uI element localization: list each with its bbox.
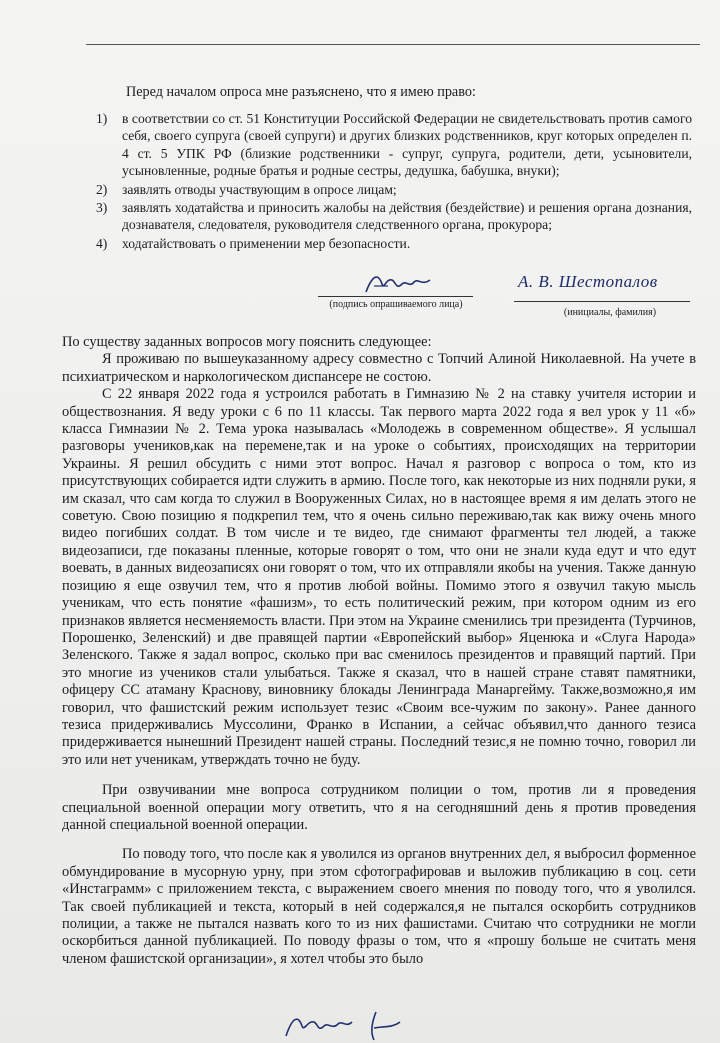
statement-body — [62, 334, 696, 968]
statement-lead: По существу заданных вопросов могу пояснить следующее: — [62, 334, 432, 350]
top-rule — [86, 44, 700, 45]
paragraph: При озвучивании мне вопроса сотрудником полиции о том, против ли я проведения специальной военной операции могу ответить, что я на сегодняшний день я против проведения данной специальной военной операции. — [62, 782, 696, 833]
list-item: 2) заявлять отводы участвующим в опросе лицам; — [96, 181, 397, 197]
initials-line — [514, 301, 690, 302]
paragraph: По поводу того, что после как я уволился из органов внутренних дел, я выбросил форменное обмундирование в мусорную урну, при этом сфотографировав и выложив публикацию в соц. сети «Инстаграмм» с приложением текста, с выражением своего мнения по поводу того, что я уволился. Так своей публикацией и текста, который в ней содержался,я не пытался оскорбить сотрудников полиции, а также не пытался назвать кого то из них фашистами. Считаю что сотрудники не могли оскорбиться данной публикацией. По поводу фразы о том, что я «прошу больше не считать меня членом фашистской организации», я хотел чтобы это было — [62, 846, 696, 967]
intro-text: Перед началом опроса мне разъяснено, что я имею право: — [126, 84, 476, 100]
bottom-signature-icon — [280, 1008, 410, 1042]
list-item: 4) ходатайствовать о применении мер безопасности. — [96, 235, 411, 251]
rights-list — [96, 110, 692, 253]
handwritten-signature-icon — [362, 270, 434, 296]
initials-caption: (инициалы, фамилия) — [563, 307, 657, 318]
paragraph: С 22 января 2022 года я устроился работать в Гимназию № 2 на ставку учителя истории и обществознания. Я веду уроки с 6 по 11 классы. Так первого марта 2022 года я вел урок у 11 «б» класса Гимназии № 2. Тема урока называлась «Молодежь в современном обществе». Я услышал разговоры учеников,как на перемене,так и на уроке о событиях, происходящих на территории Украины. Я решил обсудить с ними этот вопрос. Начал я разговор с вопроса о том, кто из присутствующих собирается идти служить в армию. После того, как некоторые из них подняли руки, я им сказал, что сам когда то служил в Вооруженных Силах, но в настоящее время я им делать этого не советую. Свою позицию я подкрепил тем, что я очень сильно переживаю,так как вижу очень много видео погибших солдат. В том числе и те видео, где снимают фрагменты тел людей, а также видеозаписи, где показаны пленные, которые говорят о том, что они не знали куда едут и что едут воевать, в данных видеозаписях они говорят о том, что их отправляли якобы на учения. Также данную позицию я еще озвучил тем, что я против любой войны. Помимо этого я озвучил такую мысль ученикам, что есть понятие «фашизм», то есть политический режим, при котором одним из его признаков является несменяемость власти. При этом на Украине сменились три президента (Турчинов, Порошенко, Зеленский) и две правящей партии «Европейский выбор» Яценюка и «Слуга Народа» Зеленского. Также я задал вопрос, сколько при вас сменилось президентов и правящий партий. При это многие из учеников стали улыбаться. Также я сказал, что в нашей стране ставят памятники, офицеру СС атаману Краснову, виновнику блокады Ленинграда Манаргейму. Также,возможно,я им говорил, что фашистский режим использует тезис «Своим все-чужим по закону». Ранее данного тезиса придерживались Муссолини, Франко в Испании, а сейчас объявил,что данного тезиса придерживается нынешний Президент нашей страны. Последний тезис,я не помню точно, говорил ли это или нет ученикам, утверждать точно не буду. — [62, 386, 696, 768]
signature-caption: (подпись опрашиваемого лица) — [329, 299, 463, 310]
signature-line — [318, 296, 473, 297]
list-item: 1) в соответствии со ст. 51 Конституции Российской Федерации не свидетельствовать против самого себя, своего супруга (своей супруги) и других близких родственников, круг которых определен п. 4 ст. 5 УПК РФ (близкие родственники - супруг, супруга, родители, дети, усыновители, усыновленные, родные братья и родные сестры, дедушка, бабушка, внуки); — [96, 111, 692, 179]
paragraph: Я проживаю по вышеуказанному адресу совместно с Топчий Алиной Николаевной. На учете в психиатрическом и наркологическом диспансере не состою. — [62, 351, 696, 385]
list-item: 3) заявлять ходатайства и приносить жалобы на действия (бездействие) и решения органа дознания, дознавателя, следователя, руководителя следственного органа, прокурора; — [96, 200, 692, 233]
handwritten-name: А. В. Шестопалов — [518, 272, 658, 291]
